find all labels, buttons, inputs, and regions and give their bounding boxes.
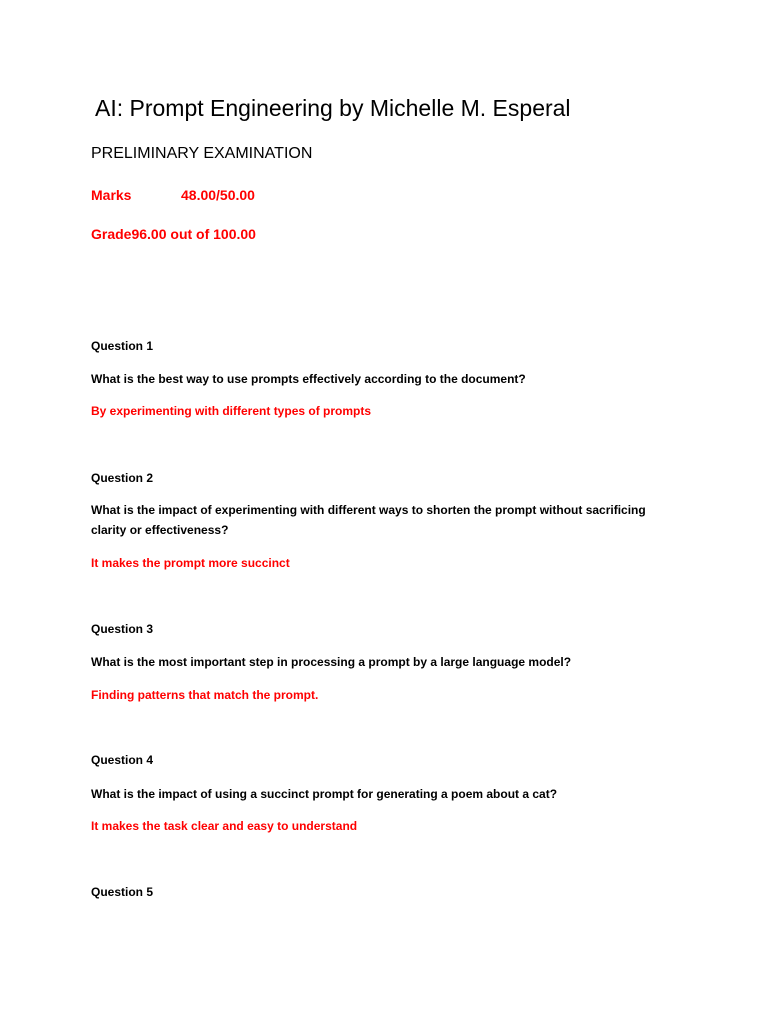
question-answer: It makes the prompt more succinct <box>91 556 290 570</box>
marks-label: Marks <box>91 187 132 203</box>
grade-row: Grade96.00 out of 100.00 <box>91 226 256 242</box>
question-label: Question 5 <box>91 885 154 899</box>
question-answer: It makes the task clear and easy to understand <box>91 819 358 833</box>
question-label: Question 2 <box>91 471 154 485</box>
exam-subtitle: PRELIMINARY EXAMINATION <box>91 145 313 162</box>
question-label: Question 3 <box>91 622 154 636</box>
marks-value: 48.00/50.00 <box>181 187 255 203</box>
question-label: Question 1 <box>91 339 154 353</box>
question-label: Question 4 <box>91 753 154 767</box>
question-text: What is the impact of experimenting with different ways to shorten the prompt without sacrificing clarity or effectiveness? <box>91 503 646 537</box>
question-text: What is the best way to use prompts effectively according to the document? <box>91 372 526 386</box>
marks-row <box>91 187 255 203</box>
document-title: AI: Prompt Engineering by Michelle M. Esperal <box>95 95 571 121</box>
question-answer: Finding patterns that match the prompt. <box>91 688 319 702</box>
question-answer: By experimenting with different types of prompts <box>91 404 372 418</box>
question-text: What is the most important step in processing a prompt by a large language model? <box>91 655 572 669</box>
question-text: What is the impact of using a succinct prompt for generating a poem about a cat? <box>91 787 558 801</box>
